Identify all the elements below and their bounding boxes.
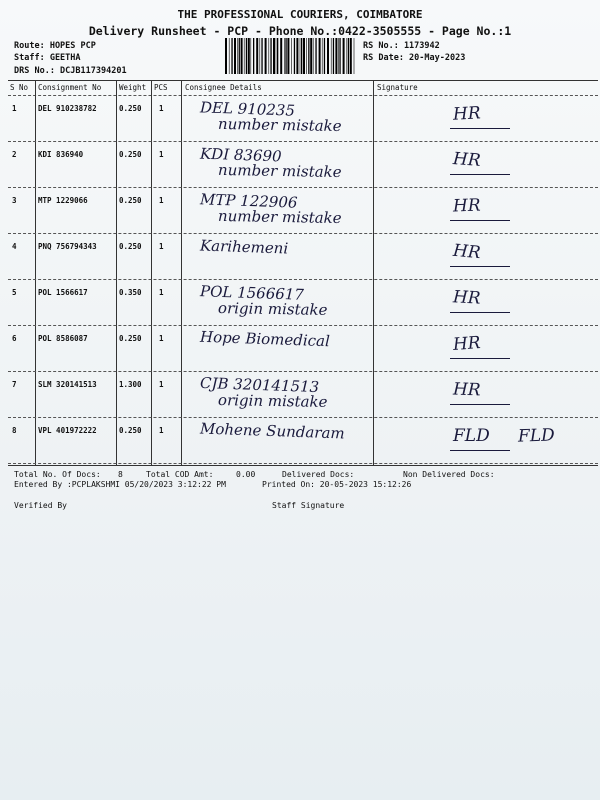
col-header-weight: Weight [119,83,147,92]
handwritten-signature: FLD [453,426,490,446]
col-header-signature: Signature [377,83,418,92]
row-weight: 0.250 [119,242,142,251]
row-sno: 7 [12,380,17,389]
handwritten-consignee-line-1: CJB 320141513 [199,373,320,397]
row-divider [8,187,598,188]
barcode [223,38,357,74]
row-consignment-no: DEL 910238782 [38,104,97,113]
total-cod-value: 0.00 [236,470,256,479]
row-consignment-no: POL 1566617 [38,288,88,297]
signature-underline [450,128,510,129]
row-consignment-no: PNQ 756794343 [38,242,97,251]
signature-underline [450,266,510,267]
company-name: THE PROFESSIONAL COURIERS, COIMBATORE [177,8,423,21]
row-sno: 1 [12,104,17,113]
printed-on: Printed On: 20-05-2023 15:12:26 [262,480,412,489]
handwritten-signature: HR [452,103,482,125]
row-sno: 4 [12,242,17,251]
handwritten-consignee-line-2: number mistake [217,160,342,182]
row-consignment-no: VPL 401972222 [38,426,97,435]
handwritten-signature: HR [452,333,482,355]
row-sno: 6 [12,334,17,343]
rs-date: RS Date: 20-May-2023 [363,53,466,63]
handwritten-consignee-line-1: Karihemeni [199,236,289,258]
handwritten-consignee-line-1: Mohene Sundaram [199,419,345,443]
column-divider [35,80,36,465]
barcode-bar [273,38,275,74]
barcode-bar [276,38,277,74]
non-delivered-docs-label: Non Delivered Docs: [403,470,495,479]
barcode-bar [354,38,355,74]
row-pcs: 1 [159,426,164,435]
barcode-bar [348,38,349,74]
barcode-bar [225,38,227,74]
col-header-consignee: Consignee Details [185,83,262,92]
table-top-rule [8,80,598,81]
row-weight: 0.250 [119,334,142,343]
barcode-bar [310,38,312,74]
barcode-bar [294,38,295,74]
barcode-bar [239,38,240,74]
column-divider [373,80,374,465]
runsheet-title: Delivery Runsheet - PCP - Phone No.:0422-3505555 - Page No.:1 [88,24,512,38]
signature-underline [450,174,510,175]
row-divider [8,279,598,280]
signature-underline [450,404,510,405]
row-consignment-no: KDI 836940 [38,150,84,159]
handwritten-signature-2: FLD [517,425,556,447]
column-divider [181,80,182,465]
row-divider [8,371,598,372]
barcode-bar [303,38,305,74]
handwritten-signature: HR [452,149,482,171]
handwritten-consignee-line-1: KDI 83690 [199,144,282,166]
barcode-bar [269,38,270,74]
handwritten-consignee-line-1: Hope Biomedical [199,327,331,351]
barcode-bar [291,38,292,74]
barcode-bar [285,38,286,74]
barcode-bar [229,38,230,74]
barcode-bar [327,38,329,74]
table-bottom-rule [8,465,598,466]
handwritten-consignee-line-2: number mistake [217,206,342,228]
col-header-sno: S No [10,83,29,92]
barcode-bar [350,38,352,74]
handwritten-consignee-line-1: MTP 122906 [199,190,298,212]
staff-signature-label: Staff Signature [272,501,345,510]
total-cod-label: Total COD Amt: [146,470,214,479]
barcode-bar [339,38,340,74]
barcode-bar [333,38,334,74]
row-pcs: 1 [159,150,164,159]
column-divider [151,80,152,465]
barcode-bar [306,38,307,74]
handwritten-signature: HR [452,287,482,309]
barcode-bar [253,38,254,74]
row-consignment-no: MTP 1229066 [38,196,88,205]
handwritten-consignee-line-2: origin mistake [217,391,328,411]
barcode-bar [251,38,252,74]
handwritten-signature: HR [452,195,481,217]
row-pcs: 1 [159,196,164,205]
total-docs-value: 8 [118,470,123,479]
barcode-bar [287,38,289,74]
row-divider [8,141,598,142]
barcode-bar [301,38,302,74]
handwritten-consignee-line-2: origin mistake [217,299,328,319]
barcode-bar [315,38,316,74]
staff-label: Staff: GEETHA [14,53,81,63]
row-weight: 0.250 [119,104,142,113]
row-divider [8,325,598,326]
barcode-bar [284,38,285,74]
handwritten-signature: HR [452,379,481,401]
barcode-bar [246,38,247,74]
barcode-bar [244,38,245,74]
barcode-bar [270,38,271,74]
total-docs-label: Total No. Of Docs: [14,470,101,479]
barcode-bar [265,38,267,74]
row-divider [8,233,598,234]
drs-number: DRS No.: DCJB117394201 [14,66,127,76]
row-pcs: 1 [159,334,164,343]
verified-by-label: Verified By [14,501,67,510]
barcode-bar [256,38,258,74]
col-header-consignment: Consignment No [38,83,102,92]
barcode-bar [234,38,236,74]
barcode-bar [347,38,348,74]
barcode-bar [296,38,298,74]
barcode-bar [322,38,323,74]
row-sno: 8 [12,426,17,435]
signature-underline [450,220,510,221]
row-weight: 0.250 [119,150,142,159]
row-weight: 0.250 [119,196,142,205]
signature-underline [450,312,510,313]
barcode-bar [241,38,243,74]
barcode-bar [248,38,250,74]
row-sno: 3 [12,196,17,205]
barcode-bar [280,38,282,74]
row-consignment-no: POL 8586087 [38,334,88,343]
barcode-bar [277,38,278,74]
handwritten-consignee-line-2: number mistake [217,114,342,136]
route-label: Route: HOPES PCP [14,41,96,51]
col-header-pcs: PCS [154,83,168,92]
row-divider [8,463,598,464]
row-pcs: 1 [159,104,164,113]
rs-number: RS No.: 1173942 [363,41,440,51]
signature-underline [450,450,510,451]
row-consignment-no: SLM 320141513 [38,380,97,389]
handwritten-signature: HR [452,240,482,264]
barcode-bar [261,38,262,74]
entered-by: Entered By :PCPLAKSHMI 05/20/2023 3:12:22 PM [14,480,226,489]
signature-underline [450,358,510,359]
row-divider [8,417,598,418]
barcode-bar [260,38,261,74]
barcode-bar [335,38,337,74]
column-divider [116,80,117,465]
row-sno: 2 [12,150,17,159]
row-pcs: 1 [159,288,164,297]
row-sno: 5 [12,288,17,297]
barcode-bar [343,38,345,74]
barcode-bar [237,38,238,74]
barcode-bar [308,38,309,74]
barcode-bar [338,38,339,74]
barcode-bar [313,38,314,74]
barcode-bar [300,38,301,74]
row-weight: 0.350 [119,288,142,297]
barcode-bar [319,38,321,74]
header-rule [8,95,598,96]
row-pcs: 1 [159,380,164,389]
handwritten-consignee-line-1: DEL 910235 [199,98,296,120]
handwritten-consignee-line-1: POL 1566617 [199,282,305,304]
barcode-bar [231,38,232,74]
barcode-bar [324,38,325,74]
row-weight: 1.300 [119,380,142,389]
row-pcs: 1 [159,242,164,251]
barcode-bar [331,38,332,74]
row-weight: 0.250 [119,426,142,435]
delivered-docs-label: Delivered Docs: [282,470,355,479]
